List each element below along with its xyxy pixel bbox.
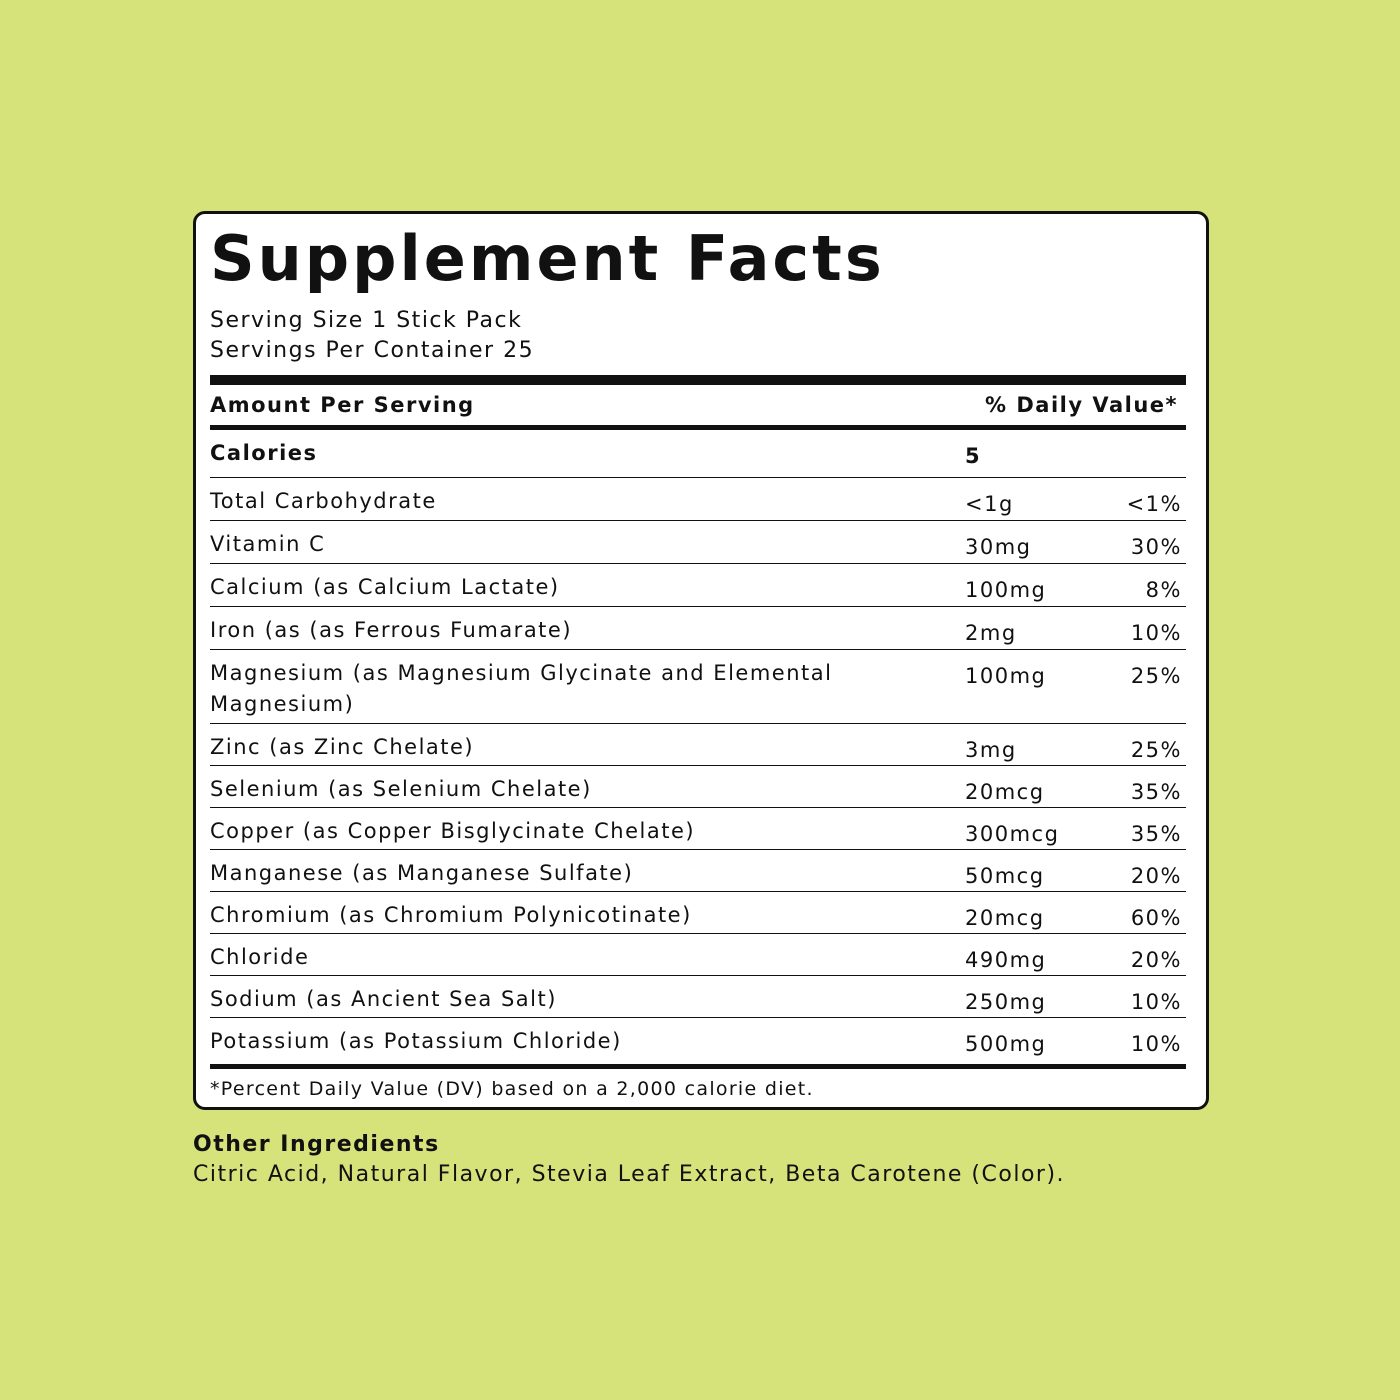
table-row [210, 650, 1186, 724]
table-row [210, 808, 1186, 850]
nutrient-amount: 3mg [965, 738, 1017, 762]
nutrient-amount: 100mg [965, 578, 1047, 602]
table-row [210, 976, 1186, 1018]
nutrient-daily-value: 10% [1130, 1032, 1182, 1056]
nutrient-amount: 20mcg [965, 906, 1045, 930]
servings-per-container: Servings Per Container 25 [210, 338, 535, 363]
nutrient-name: Total Carbohydrate [210, 489, 437, 513]
calories-label: Calories [210, 441, 318, 465]
table-row [210, 564, 1186, 607]
nutrient-daily-value: 20% [1130, 864, 1182, 888]
nutrient-daily-value: 60% [1130, 906, 1182, 930]
other-ingredients-text: Citric Acid, Natural Flavor, Stevia Leaf Extract, Beta Carotene (Color). [193, 1162, 1066, 1187]
nutrient-name: Zinc (as Zinc Chelate) [210, 735, 475, 759]
label-title: Supplement Facts [210, 222, 885, 295]
nutrient-name: Chloride [210, 945, 310, 969]
nutrient-name: Calcium (as Calcium Lactate) [210, 575, 560, 599]
other-ingredients-title: Other Ingredients [193, 1132, 440, 1157]
nutrient-name: Copper (as Copper Bisglycinate Chelate) [210, 819, 696, 843]
nutrient-daily-value: <1% [1126, 492, 1182, 516]
nutrient-amount: 250mg [965, 990, 1047, 1014]
nutrient-name: Magnesium (as Magnesium Glycinate and Elemental Magnesium) [210, 661, 833, 716]
nutrient-daily-value: 25% [1130, 664, 1182, 688]
table-row [210, 478, 1186, 521]
divider-thick [210, 375, 1186, 385]
nutrient-amount: <1g [965, 492, 1014, 516]
amount-per-serving-header: Amount Per Serving [210, 393, 475, 417]
supplement-facts-label [193, 211, 1209, 1110]
nutrient-daily-value: 10% [1130, 621, 1182, 645]
table-row [210, 521, 1186, 564]
footnote: *Percent Daily Value (DV) based on a 2,000 calorie diet. [210, 1078, 814, 1100]
nutrient-amount: 100mg [965, 664, 1047, 688]
nutrient-amount: 490mg [965, 948, 1047, 972]
calories-amount: 5 [965, 444, 982, 468]
table-row [210, 766, 1186, 808]
nutrient-name: Potassium (as Potassium Chloride) [210, 1029, 622, 1053]
nutrient-amount: 50mcg [965, 864, 1045, 888]
nutrient-amount: 300mcg [965, 822, 1060, 846]
nutrient-daily-value: 35% [1130, 780, 1182, 804]
nutrient-name: Chromium (as Chromium Polynicotinate) [210, 903, 692, 927]
table-row [210, 724, 1186, 766]
nutrient-daily-value: 30% [1130, 535, 1182, 559]
divider-bottom [210, 1064, 1186, 1069]
nutrient-amount: 20mcg [965, 780, 1045, 804]
nutrient-amount: 2mg [965, 621, 1017, 645]
nutrient-daily-value: 10% [1130, 990, 1182, 1014]
nutrient-name: Selenium (as Selenium Chelate) [210, 777, 592, 801]
daily-value-header: % Daily Value* [985, 393, 1178, 417]
table-header [210, 385, 1186, 425]
nutrient-daily-value: 25% [1130, 738, 1182, 762]
table-row [210, 1018, 1186, 1064]
nutrient-name: Sodium (as Ancient Sea Salt) [210, 987, 557, 1011]
nutrient-name: Iron (as (as Ferrous Fumarate) [210, 618, 573, 642]
table-row [210, 934, 1186, 976]
serving-size: Serving Size 1 Stick Pack [210, 308, 523, 333]
nutrient-amount: 500mg [965, 1032, 1047, 1056]
table-row [210, 850, 1186, 892]
nutrient-daily-value: 20% [1130, 948, 1182, 972]
nutrient-daily-value: 8% [1145, 578, 1182, 602]
calories-row [210, 430, 1186, 478]
table-row [210, 892, 1186, 934]
nutrient-name: Manganese (as Manganese Sulfate) [210, 861, 634, 885]
nutrient-daily-value: 35% [1130, 822, 1182, 846]
serving-info [210, 306, 1186, 366]
table-row [210, 607, 1186, 650]
nutrient-amount: 30mg [965, 535, 1032, 559]
nutrient-rows [210, 478, 1186, 1064]
nutrient-name: Vitamin C [210, 532, 326, 556]
